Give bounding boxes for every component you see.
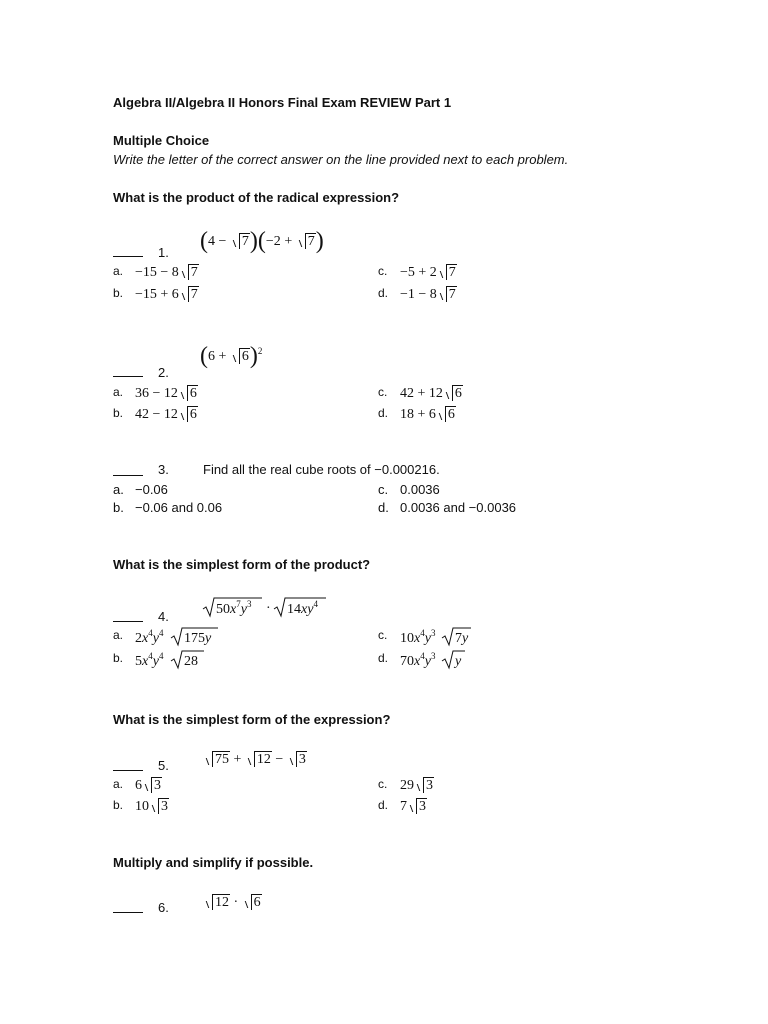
- choice-5b: 10 3: [135, 799, 168, 814]
- choice-3c-letter: c.: [378, 482, 389, 497]
- question-1-expression: (4 − 7)(−2 + 7): [200, 228, 324, 254]
- answer-line-5[interactable]: [113, 770, 143, 771]
- choice-1d-letter: d.: [378, 286, 389, 300]
- question-3-text: Find all the real cube roots of −0.000216.: [203, 462, 440, 477]
- group-heading-1: What is the product of the radical expression?: [113, 190, 400, 205]
- choice-2a: 36 − 12 6: [135, 386, 197, 401]
- question-number-5: 5.: [158, 758, 169, 773]
- choice-5b-letter: b.: [113, 798, 124, 812]
- group-heading-4: Multiply and simplify if possible.: [113, 855, 314, 870]
- choice-1d: −1 − 8 7: [400, 287, 456, 302]
- question-2-expression: $(6 + 6)^2$: [200, 343, 263, 369]
- choice-2b-letter: b.: [113, 406, 124, 420]
- question-number-1: 1.: [158, 245, 169, 260]
- choice-3c: 0.0036: [400, 482, 440, 497]
- choice-1a-letter: a.: [113, 264, 124, 278]
- choice-3d-letter: d.: [378, 500, 389, 515]
- choice-4a-letter: a.: [113, 628, 124, 642]
- svg-text:·: ·: [266, 601, 271, 616]
- answer-line-2[interactable]: [113, 376, 143, 377]
- choice-4c-figure: [399, 626, 479, 648]
- choice-5c: 29 3: [400, 778, 433, 793]
- choice-2c-letter: c.: [378, 385, 388, 399]
- choice-2c: 42 + 12 6: [400, 386, 462, 401]
- choice-4d-figure: [399, 649, 479, 671]
- svg-text:5x4y4: $5x^4y^4$: [135, 651, 164, 669]
- choice-3b: −0.06 and 0.06: [135, 500, 223, 515]
- choice-5d: 7 3: [400, 799, 426, 814]
- choice-4b-letter: b.: [113, 651, 124, 665]
- choice-3d: 0.0036 and −0.0036: [400, 500, 517, 515]
- choice-2d-letter: d.: [378, 406, 389, 420]
- instructions: Write the letter of the correct answer on the line provided next to each problem.: [113, 152, 569, 167]
- svg-text:50x7y3: $50x^7y^3$: [216, 599, 252, 617]
- choice-2d: 18 + 6 6: [400, 407, 455, 422]
- section-heading: Multiple Choice: [113, 133, 210, 148]
- choice-3a-letter: a.: [113, 482, 124, 497]
- group-heading-2: What is the simplest form of the product?: [113, 557, 371, 572]
- svg-text:2x4y4: $2x^4y^4$: [135, 628, 164, 646]
- choice-3a: −0.06: [135, 482, 168, 497]
- svg-text:175y: 175y: [184, 631, 212, 646]
- svg-text:7y: 7y: [455, 631, 469, 646]
- svg-text:y: y: [455, 654, 462, 669]
- choice-4b-figure: [134, 649, 214, 671]
- answer-line-4[interactable]: [113, 621, 143, 622]
- choice-1c-letter: c.: [378, 264, 388, 278]
- choice-5c-letter: c.: [378, 777, 388, 791]
- choice-2a-letter: a.: [113, 385, 124, 399]
- svg-text:70x4y3: $70x^4y^3$: [400, 651, 436, 669]
- choice-1c: −5 + 2 7: [400, 265, 456, 280]
- question-number-2: 2.: [158, 365, 169, 380]
- choice-4a-figure: [134, 626, 224, 648]
- choice-1b-letter: b.: [113, 286, 124, 300]
- question-number-4: 4.: [158, 609, 169, 624]
- choice-5d-letter: d.: [378, 798, 389, 812]
- choice-3b-letter: b.: [113, 500, 124, 515]
- group-heading-3: What is the simplest form of the expression?: [113, 712, 391, 727]
- question-4-expression-figure: [200, 594, 330, 620]
- svg-text:10x4y3: $10x^4y^3$: [400, 628, 436, 646]
- choice-5a-letter: a.: [113, 777, 124, 791]
- question-5-expression: 75 + 12 − 3: [203, 751, 307, 768]
- choice-1b: −15 + 6 7: [135, 287, 198, 302]
- choice-2b: 42 − 12 6: [135, 407, 197, 422]
- choice-4d-letter: d.: [378, 651, 389, 665]
- svg-text:14xy4: $14xy^4$: [287, 599, 318, 617]
- question-number-3: 3.: [158, 462, 169, 477]
- page-title: Algebra II/Algebra II Honors Final Exam REVIEW Part 1: [113, 95, 452, 110]
- answer-line-3[interactable]: [113, 475, 143, 476]
- question-6-expression: 12 · 6: [203, 894, 262, 911]
- choice-4c-letter: c.: [378, 628, 388, 642]
- question-number-6: 6.: [158, 900, 169, 915]
- choice-5a: 6 3: [135, 778, 161, 793]
- answer-line-1[interactable]: [113, 256, 143, 257]
- svg-text:28: 28: [184, 654, 198, 669]
- answer-line-6[interactable]: [113, 912, 143, 913]
- choice-1a: −15 − 8 7: [135, 265, 198, 280]
